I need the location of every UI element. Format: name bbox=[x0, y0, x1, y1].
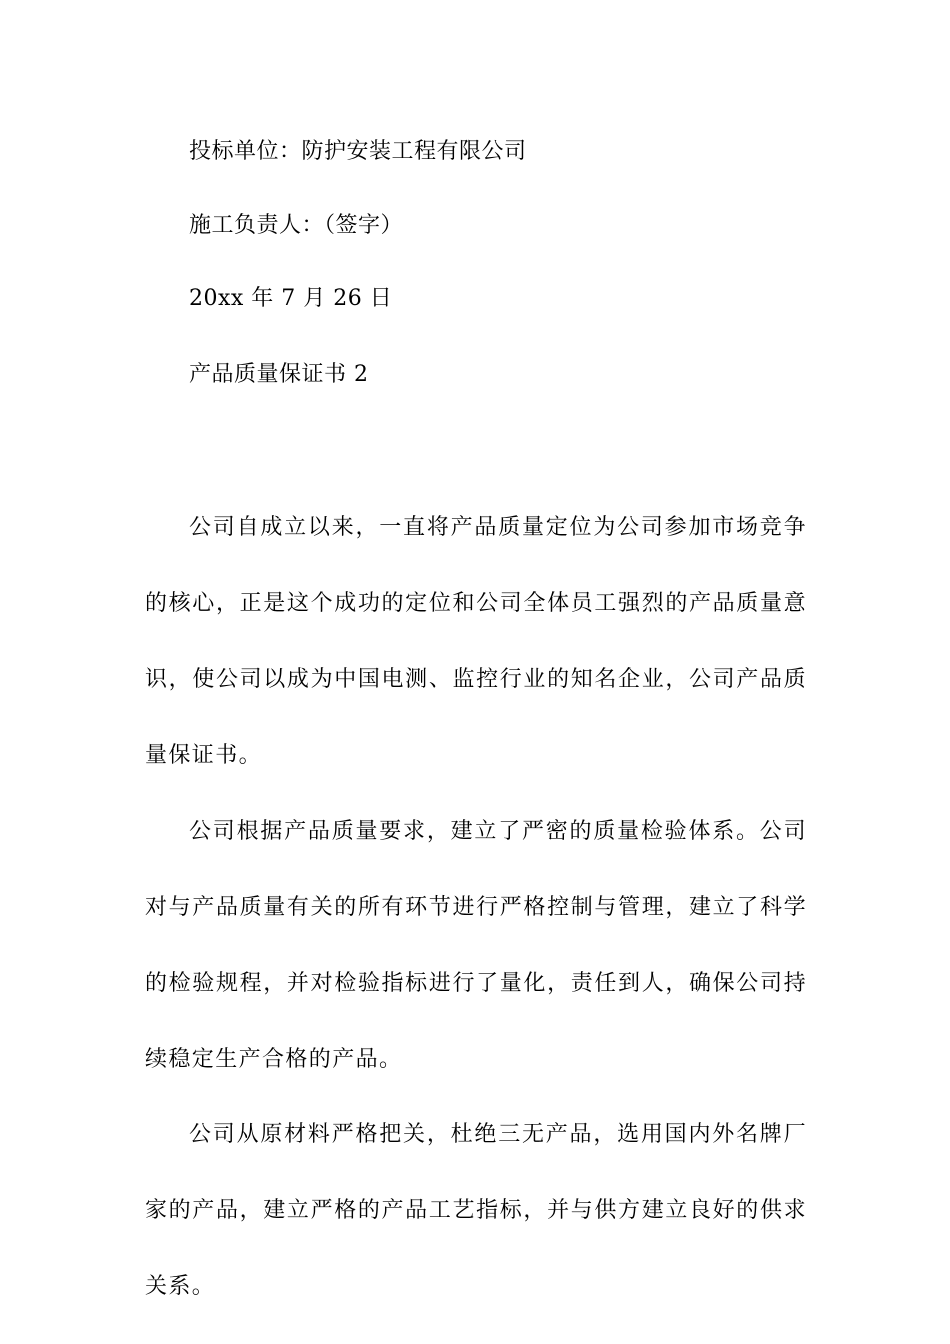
body-paragraph-2: 公司根据产品质量要求，建立了严密的质量检验体系。公司对与产品质量有关的所有环节进行严格控制与管理，建立了科学的检验规程，并对检验指标进行了量化，责任到人，确保公司持续稳定生产合格的产品。 bbox=[145, 819, 807, 1072]
document-title: 产品质量保证书 2 bbox=[189, 362, 369, 387]
bidder-line: 投标单位：防护安装工程有限公司 bbox=[189, 139, 527, 164]
construction-lead-signature-line: 施工负责人：（签字） bbox=[189, 213, 404, 238]
body-paragraph-1: 公司自成立以来，一直将产品质量定位为公司参加市场竞争的核心，正是这个成功的定位和公司全体员工强烈的产品质量意识，使公司以成为中国电测、监控行业的知名企业，公司产品质量保证书。 bbox=[145, 515, 807, 768]
body-paragraph-3: 公司从原材料严格把关，杜绝三无产品，选用国内外名牌厂家的产品，建立严格的产品工艺指标，并与供方建立良好的供求关系。 bbox=[145, 1122, 807, 1299]
date-line: 20xx 年 7 月 26 日 bbox=[189, 286, 393, 311]
